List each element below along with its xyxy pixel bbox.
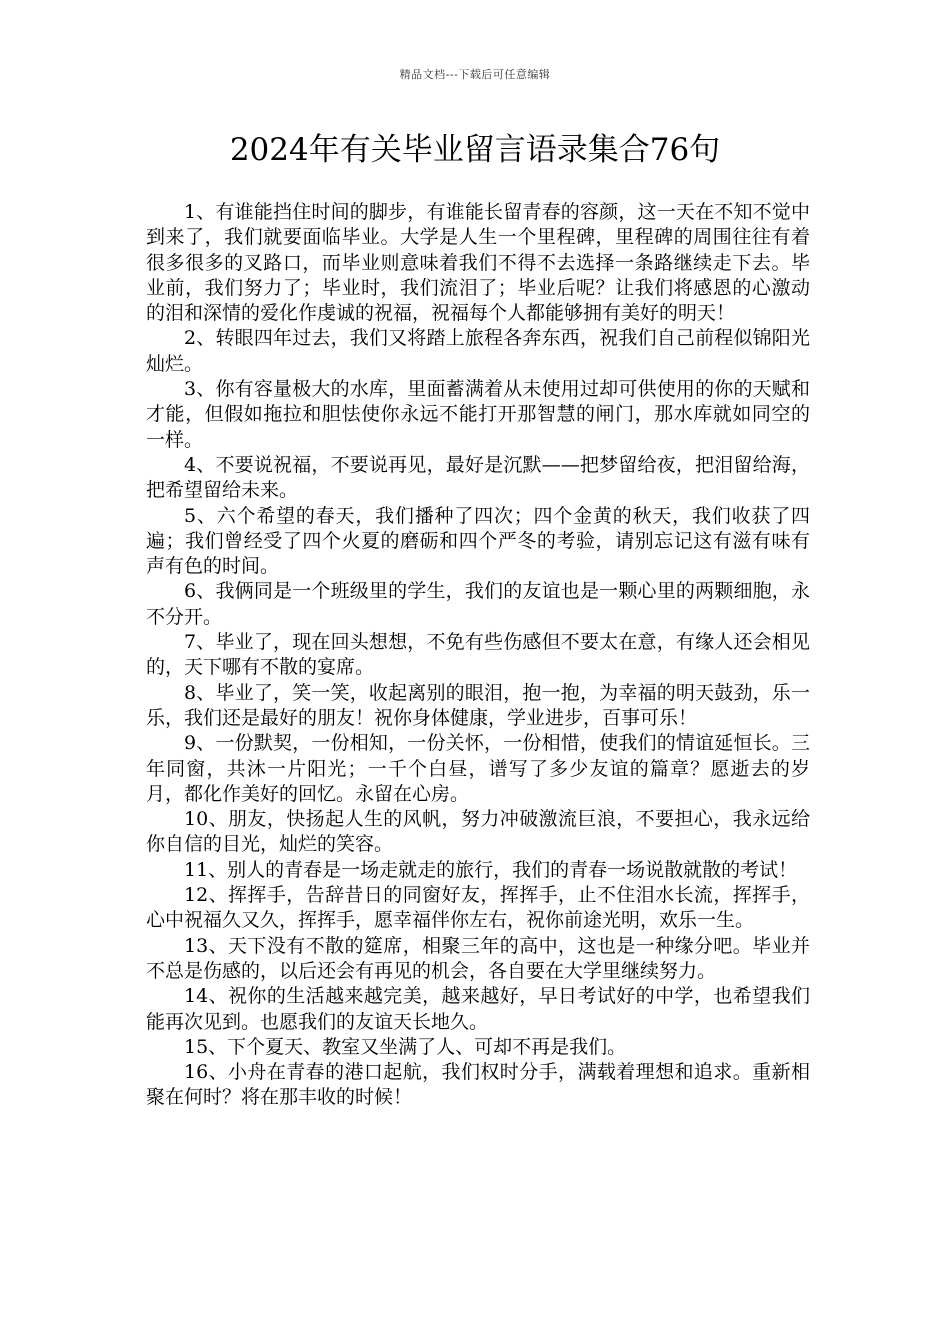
paragraph-7: 7、毕业了，现在回头想想，不免有些伤感但不要太在意，有缘人还会相见的，天下哪有不散的宴席。 xyxy=(146,631,810,679)
paragraph-3: 3、你有容量极大的水库，里面蓄满着从未使用过却可供使用的你的天赋和才能，但假如拖拉和胆怯使你永远不能打开那智慧的闸门，那水库就如同空的一样。 xyxy=(146,378,810,451)
paragraph-5: 5、六个希望的春天，我们播种了四次；四个金黄的秋天，我们收获了四遍；我们曾经受了四个火夏的磨砺和四个严冬的考验，请别忘记这有滋有味有声有色的时间。 xyxy=(146,504,810,578)
paragraph-1: 1、有谁能挡住时间的脚步，有谁能长留青春的容颜，这一天在不知不觉中到来了，我们就要面临毕业。大学是人生一个里程碑，里程碑的周围往往有着很多很多的叉路口，而毕业则意味着我们不得不去选择一条路继续走下去。毕业前，我们努力了；毕业时，我们流泪了；毕业后呢？让我们将感恩的心激动的泪和深情的爱化作虔诚的祝福，祝福每个人都能够拥有美好的明天！ xyxy=(146,201,810,325)
paragraph-15: 15、下个夏天、教室又坐满了人、可却不再是我们。 xyxy=(184,1035,627,1058)
document-body xyxy=(146,200,810,1111)
header-note: 精品文档---下载后可任意编辑 xyxy=(399,68,551,81)
paragraph-10: 10、朋友，快扬起人生的风帆，努力冲破激流巨浪，不要担心，我永远给你自信的目光，灿烂的笑容。 xyxy=(146,808,810,856)
paragraph-6: 6、我俩同是一个班级里的学生，我们的友谊也是一颗心里的两颗细胞，永不分开。 xyxy=(146,580,810,628)
paragraph-11: 11、别人的青春是一场走就走的旅行，我们的青春一场说散就散的考试！ xyxy=(184,858,798,881)
paragraph-13: 13、天下没有不散的筵席，相聚三年的高中，这也是一种缘分吧。毕业并不总是伤感的，以后还会有再见的机会，各自要在大学里继续努力。 xyxy=(146,934,810,982)
paragraph-14: 14、祝你的生活越来越完美，越来越好，早日考试好的中学，也希望我们能再次见到。也愿我们的友谊天长地久。 xyxy=(146,985,810,1033)
document-title: 2024年有关毕业留言语录集合76句 xyxy=(229,132,721,168)
paragraph-9: 9、一份默契，一份相知，一份关怀，一份相惜，使我们的情谊延恒长。三年同窗，共沐一片阳光；一千个白昼，谱写了多少友谊的篇章？愿逝去的岁月，都化作美好的回忆。永留在心房。 xyxy=(146,732,810,805)
paragraph-16: 16、小舟在青春的港口起航，我们权时分手，满载着理想和追求。重新相聚在何时？将在那丰收的时候！ xyxy=(146,1061,810,1109)
paragraph-8: 8、毕业了，笑一笑，收起离别的眼泪，抱一抱，为幸福的明天鼓劲，乐一乐，我们还是最好的朋友！祝你身体健康，学业进步，百事可乐！ xyxy=(146,681,810,729)
paragraph-4: 4、不要说祝福，不要说再见，最好是沉默——把梦留给夜，把泪留给海，把希望留给未来。 xyxy=(146,453,810,502)
paragraph-2: 2、转眼四年过去，我们又将踏上旅程各奔东西，祝我们自己前程似锦阳光灿烂。 xyxy=(146,327,810,375)
paragraph-12: 12、挥挥手，告辞昔日的同窗好友，挥挥手，止不住泪水长流，挥挥手，心中祝福久又久，挥挥手，愿幸福伴你左右，祝你前途光明，欢乐一生。 xyxy=(146,884,810,932)
